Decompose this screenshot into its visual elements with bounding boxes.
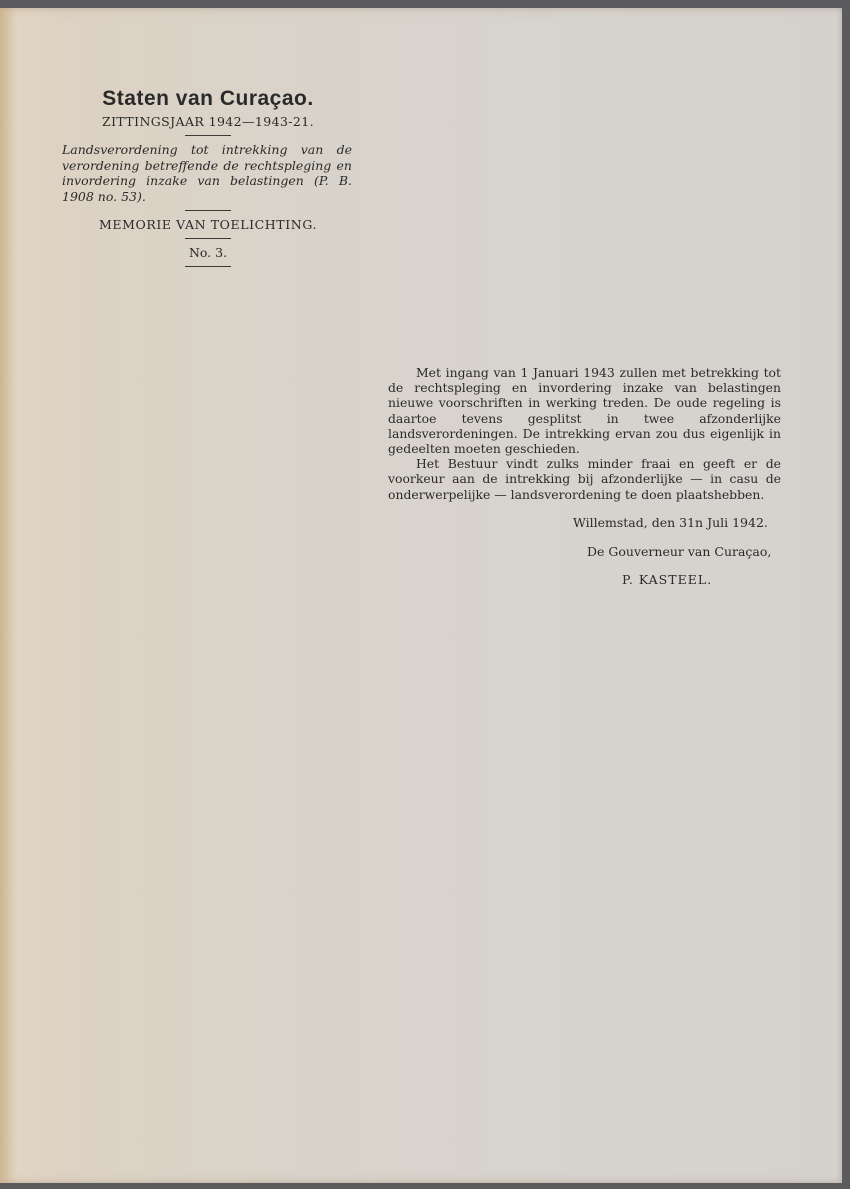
divider — [185, 266, 231, 267]
document-header — [58, 86, 358, 273]
document-page — [0, 8, 842, 1183]
session-line: ZITTINGSJAAR 1942—1943-21. — [101, 114, 315, 129]
signer-name: P. KASTEEL. — [622, 572, 713, 587]
divider — [185, 238, 231, 239]
signer-title: De Gouverneur van Curaçao, — [587, 544, 772, 559]
subject-text: Landsverordening tot intrekking van de verordening betreffende de rechtspleging en invordering inzake van belastingen (P. B. 1908 no. 53). — [62, 142, 352, 204]
org-title: Staten van Curaçao. — [102, 87, 314, 110]
paragraph: Het Bestuur vindt zulks minder fraai en geeft er de voorkeur aan de intrekking bij afzonderlijke — in casu de onderwerpelijke — landsverordening te doen plaatshebben. — [388, 456, 781, 502]
divider — [185, 135, 231, 136]
divider — [185, 210, 231, 211]
memo-number: No. 3. — [188, 245, 228, 260]
place-date: Willemstad, den 31n Juli 1942. — [573, 515, 768, 530]
paragraph: Met ingang van 1 Januari 1943 zullen met betrekking tot de rechtspleging en invordering inzake van belastingen nieuwe voorschriften in werking treden. De oude regeling is daartoe tevens gesplitst in twee afzonderlijke landsverordeningen. De intrekking ervan zou dus eigenlijk in gedeelten moeten geschieden. — [388, 365, 781, 457]
memo-title: MEMORIE VAN TOELICHTING. — [98, 217, 318, 232]
body-text — [388, 365, 781, 502]
